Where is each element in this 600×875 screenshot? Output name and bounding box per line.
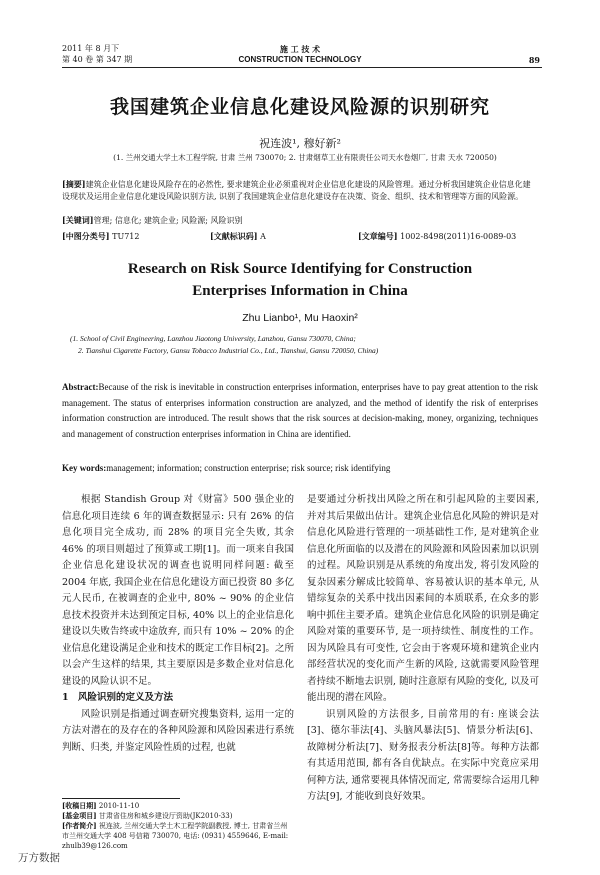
article-number-field bbox=[358, 231, 516, 242]
doc-code-label: [文献标识码] bbox=[210, 231, 258, 241]
author-bio-value: 祝连波, 兰州交通大学土木工程学院副教授, 博士, 甘肃省兰州市兰州交通大学 408 号信箱 730070, 电话: (0931) 4559646, E-mail: zhulb39@126.com bbox=[62, 822, 289, 850]
received-value: 2010-11-10 bbox=[98, 802, 140, 810]
body-left-column bbox=[62, 492, 294, 756]
body-paragraph-continued: 是要通过分析找出风险之所在和引起风险的主要因素, 并对其后果做出估计。建筑企业信息化风险的辨识是对信息化风险进行管理的一项基础性工作, 是对建筑企业信息化所面临的以及潜在的风险源和风险因素加以识别的过程。风险识别是从系统的角度出发, 将引发风险的复杂因素分解成比较简单、容易被认识的基本单元, 从错综复杂的关系中找出因素间的本质联系, 在众多的影响中抓住主要矛盾。建筑企业信息化风险的识别是确定风险对策的重要环节, 是一项持续性、制度性的工作。因为风险具有可变性, 它会由于客观环境和建筑企业内部经营状况的变化而产生新的风险, 这就需要风险管理者持续不断地去识别, 随时注意原有风险的变化, 以及可能出现的潜在风险。 bbox=[307, 494, 539, 703]
title-en-line2: Enterprises Information in China bbox=[192, 283, 408, 299]
fund-label: [基金项目] bbox=[62, 811, 97, 820]
abstract-cn-label: [摘要] bbox=[62, 179, 86, 189]
footnote-rule bbox=[62, 798, 180, 799]
title-en bbox=[0, 258, 600, 302]
header-journal-en: CONSTRUCTION TECHNOLOGY bbox=[238, 55, 362, 64]
authors-cn: 祝连波¹, 穆好新² bbox=[259, 137, 341, 150]
doc-code-field bbox=[210, 231, 266, 242]
affiliations-en bbox=[70, 333, 550, 357]
clc-field bbox=[62, 231, 139, 242]
affiliations-cn: (1. 兰州交通大学土木工程学院, 甘肃 兰州 730070; 2. 甘肃烟草工业有限责任公司天水卷烟厂, 甘肃 天水 720050) bbox=[113, 153, 497, 162]
body-right-column bbox=[307, 492, 539, 806]
clc-value: TU712 bbox=[112, 232, 140, 241]
abstract-cn-text: 建筑企业信息化建设风险存在的必然性, 要求建筑企业必须重视对企业信息化建设的风险管理。通过分析我国建筑企业信息化建设现状及运用企业信息化建设风险识别方法, 识别了我国建筑企业信息化建设存在决策、资金、组织、技术和管理等方面的风险源。 bbox=[62, 180, 531, 201]
abstract-en-text: Because of the risk is inevitable in construction enterprises information, enterprises have to pay great attention to the risk management. The status of enterprises information construction are analyzed, and the method of identify the risk of enterprises information construction are introduced. The result shows that the risk sources at decision-making, money, organizing, techniques and management of construction enterprises information in China are identified. bbox=[62, 382, 538, 439]
authors-en: Zhu Lianbo¹, Mu Haoxin² bbox=[242, 312, 358, 324]
body-paragraph-risk-definition: 风险识别是指通过调查研究搜集资料, 运用一定的方法对潜在的及存在的各种风险源和风险因素进行系统判断、归类, 并鉴定风险性质的过程, 也就 bbox=[62, 708, 294, 753]
footnote-received bbox=[62, 801, 294, 811]
affiliation-en-line2: 2. Tianshui Cigarette Factory, Gansu Tobacco Industrial Co., Ltd., Tianshui, Gansu 720050, China) bbox=[78, 346, 379, 355]
keywords-en bbox=[62, 461, 538, 475]
received-label: [收稿日期] bbox=[62, 801, 97, 810]
header-volume-issue: 第 40 卷 第 347 期 bbox=[62, 55, 133, 64]
keywords-cn-text: 管理; 信息化; 建筑企业; 风险源; 风险识别 bbox=[93, 216, 243, 225]
article-number-label: [文章编号] bbox=[358, 231, 398, 241]
header-issue-date: 2011 年 8 月下 bbox=[62, 44, 120, 53]
keywords-cn bbox=[62, 214, 538, 227]
section-1-heading bbox=[62, 690, 294, 707]
section-1-title: 风险识别的定义及方法 bbox=[78, 692, 174, 703]
abstract-cn bbox=[62, 178, 538, 203]
footnote bbox=[62, 801, 294, 851]
body-paragraph-intro: 根据 Standish Group 对《财富》500 强企业的信息化项目连续 6 年的调查数据显示: 只有 26% 的信息化项目完全成功, 而 28% 的项目完全失败, 其余 46% 的项目则超过了预算或工期[1]。而一项来自我国企业信息化建设状况的调查也说明同样问题: 截至 2004 年底, 我国企业在信息化建设方面已投资 80 多亿元人民币, 在被调查的企业中, 80% ~ 90% 的企业信息技术投资并未达到预定目标, 40% 以上的企业信息化建设以失败告终或中途放弃, 而只有 10% ~ 20% 的企业信息化建设满足企业和技术的既定工作目标[2]。之所以会产生这样的结果, 其主要原因是多数企业对信息化建设的风险认识不足。 bbox=[62, 494, 294, 687]
header-journal-cn: 施 工 技 术 bbox=[279, 44, 321, 54]
abstract-en bbox=[62, 380, 538, 442]
keywords-cn-label: [关键词] bbox=[62, 215, 94, 225]
title-cn: 我国建筑企业信息化建设风险源的识别研究 bbox=[109, 96, 490, 118]
doc-code-value: A bbox=[260, 232, 266, 241]
body-paragraph-methods: 识别风险的方法很多, 目前常用的有: 座谈会法[3]、德尔菲法[4]、头脑风暴法[5]、情景分析法[6]、故障树分析法[7]、财务报表分析法[8]等。每种方法都有其适用范围, 都有各自优缺点。在实际中究竟应采用何种方法, 通常要视具体情况而定, 常需要综合运用几种方法[9], 才能收到良好效果。 bbox=[307, 708, 539, 802]
header-page-number: 89 bbox=[528, 55, 540, 65]
section-1-number: 1 bbox=[62, 692, 69, 703]
affiliation-en-line1: (1. School of Civil Engineering, Lanzhou Jiaotong University, Lanzhou, Gansu 730070, China; bbox=[70, 334, 356, 343]
title-en-line1: Research on Risk Source Identifying for Construction bbox=[127, 261, 473, 277]
keywords-en-label: Key words: bbox=[62, 463, 107, 473]
author-bio-label: [作者简介] bbox=[62, 821, 97, 830]
footnote-fund bbox=[62, 811, 294, 821]
watermark: 万方数据 bbox=[18, 852, 60, 864]
clc-label: [中图分类号] bbox=[62, 231, 110, 241]
keywords-en-text: management; information; construction enterprise; risk source; risk identifying bbox=[106, 463, 391, 473]
fund-value: 甘肃省住房和城乡建设厅资助(JK2010-33) bbox=[98, 812, 233, 820]
article-number-value: 1002-8498(2011)16-0089-03 bbox=[400, 232, 517, 241]
footnote-author bbox=[62, 821, 294, 851]
header-rule bbox=[62, 67, 542, 68]
abstract-en-label: Abstract: bbox=[62, 382, 99, 392]
